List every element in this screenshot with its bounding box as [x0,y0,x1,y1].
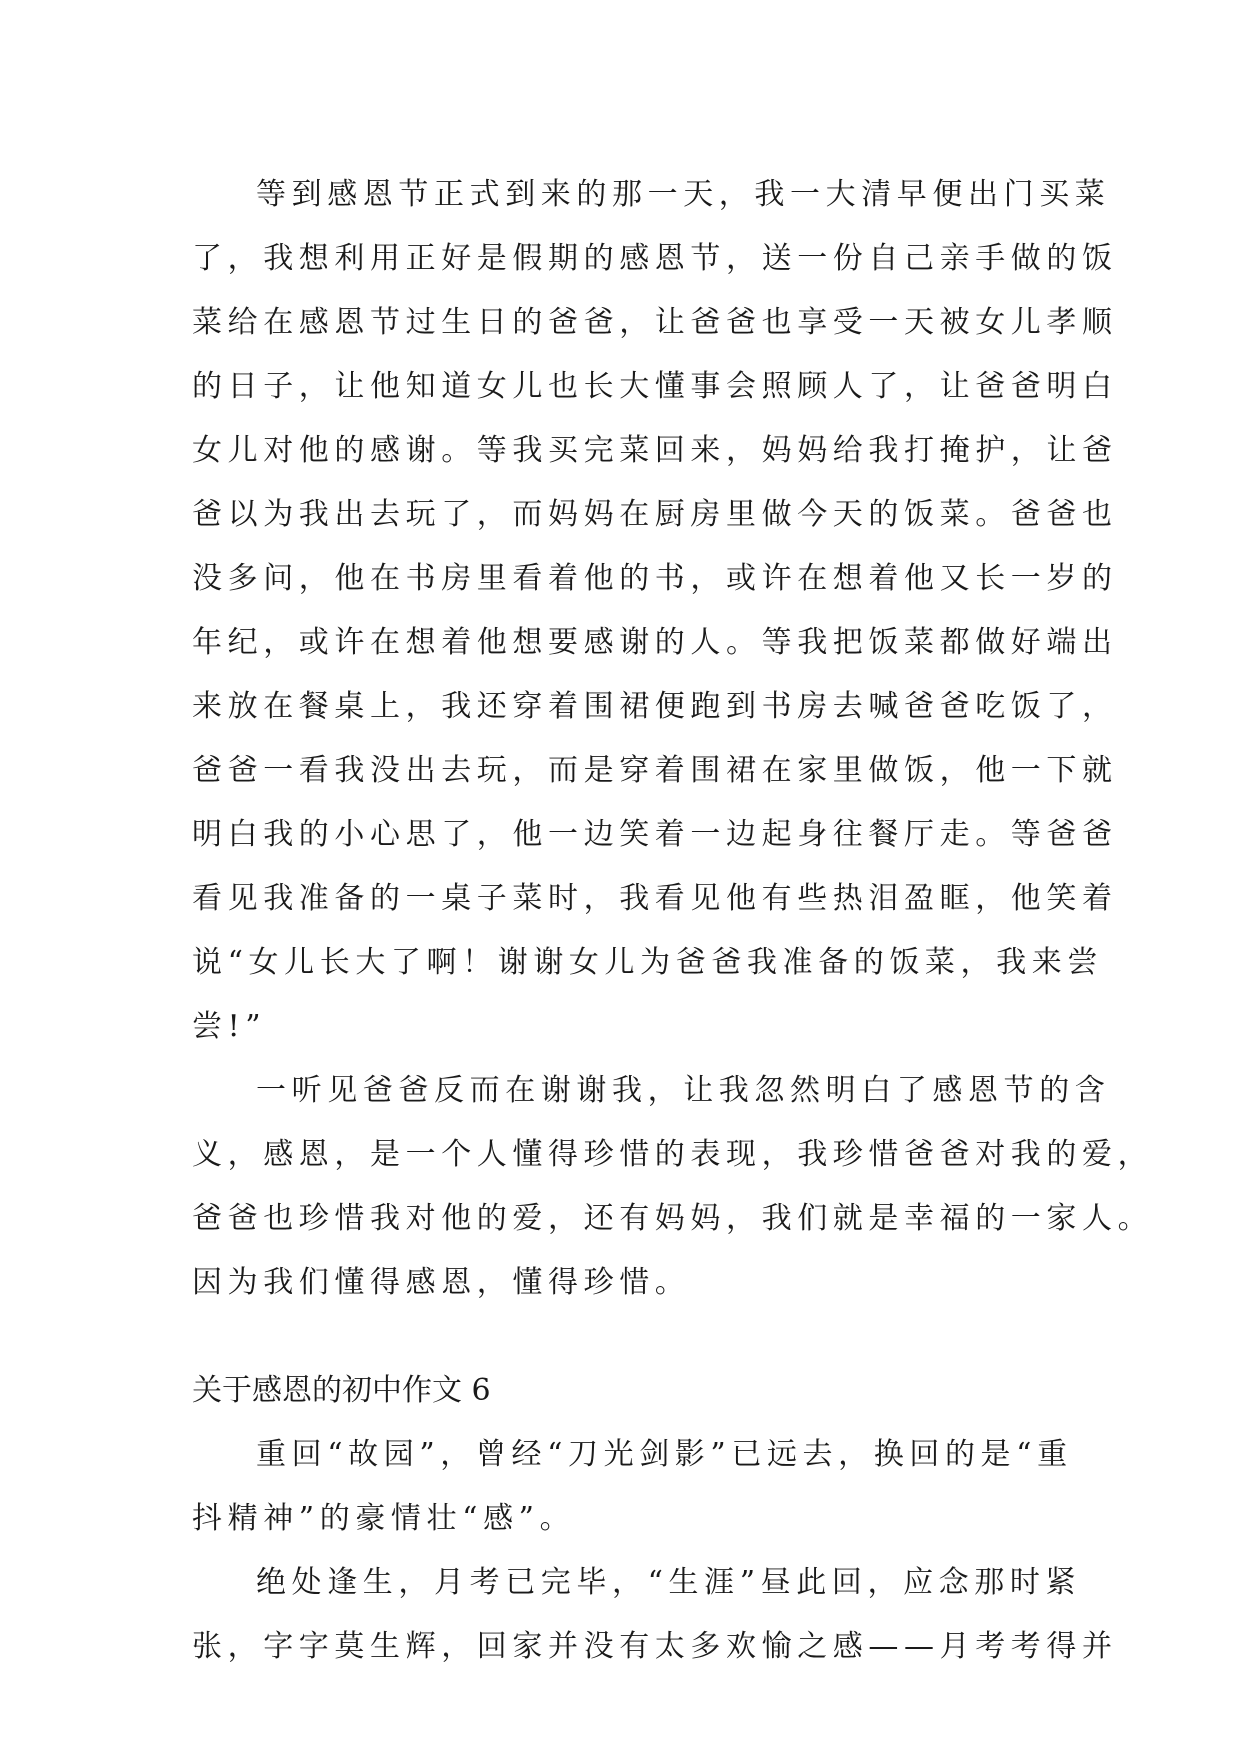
text-line: 明白我的小心思了，他一边笑着一边起身往餐厅走。等爸爸 [192,817,1118,852]
section-gap [192,1315,1054,1359]
paragraph-2 [192,1059,1154,1315]
text-line: 张，字字莫生辉，回家并没有太多欢愉之感——月考考得并 [192,1629,1118,1664]
text-line: 因为我们懂得感恩，懂得珍惜。 [192,1265,691,1300]
text-line: 爸以为我出去玩了，而妈妈在厨房里做今天的饭菜。爸爸也 [192,497,1118,532]
text-line: 绝处逢生，月考已完毕，“生涯”昼此回，应念那时紧 [256,1565,1082,1600]
text-line: 的日子，让他知道女儿也长大懂事会照顾人了，让爸爸明白 [192,369,1118,404]
text-line: 尝!” [192,1009,267,1044]
section-title: 关于感恩的初中作文 6 [192,1373,491,1408]
text-line: 说“女儿长大了啊！谢谢女儿为爸爸我准备的饭菜，我来尝 [192,945,1103,980]
text-line: 年纪，或许在想着他想要感谢的人。等我把饭菜都做好端出 [192,625,1118,660]
paragraph-1 [192,163,1118,1059]
text-line: 没多问，他在书房里看着他的书，或许在想着他又长一岁的 [192,561,1118,596]
text-line: 看见我准备的一桌子菜时，我看见他有些热泪盈眶，他笑着 [192,881,1118,916]
text-line: 了，我想利用正好是假期的感恩节，送一份自己亲手做的饭 [192,241,1118,276]
text-line: 抖精神”的豪情壮“感”。 [192,1501,576,1536]
text-line: 来放在餐桌上，我还穿着围裙便跑到书房去喊爸爸吃饭了， [192,689,1118,724]
text-line: 等到感恩节正式到来的那一天，我一大清早便出门买菜 [256,177,1111,212]
paragraph-3 [192,1423,1073,1551]
text-line: 爸爸一看我没出去玩，而是穿着围裙在家里做饭，他一下就 [192,753,1118,788]
paragraph-4 [192,1551,1118,1679]
text-line: 重回“故园”，曾经“刀光剑影”已远去，换回的是“重 [256,1437,1073,1472]
text-line: 一听见爸爸反而在谢谢我，让我忽然明白了感恩节的含 [256,1073,1111,1108]
text-line: 女儿对他的感谢。等我买完菜回来，妈妈给我打掩护，让爸 [192,433,1118,468]
text-line: 义，感恩，是一个人懂得珍惜的表现，我珍惜爸爸对我的爱， [192,1137,1154,1172]
document-page [192,163,1154,1679]
text-line: 爸爸也珍惜我对他的爱，还有妈妈，我们就是幸福的一家人。 [192,1201,1154,1236]
text-line: 菜给在感恩节过生日的爸爸，让爸爸也享受一天被女儿孝顺 [192,305,1118,340]
